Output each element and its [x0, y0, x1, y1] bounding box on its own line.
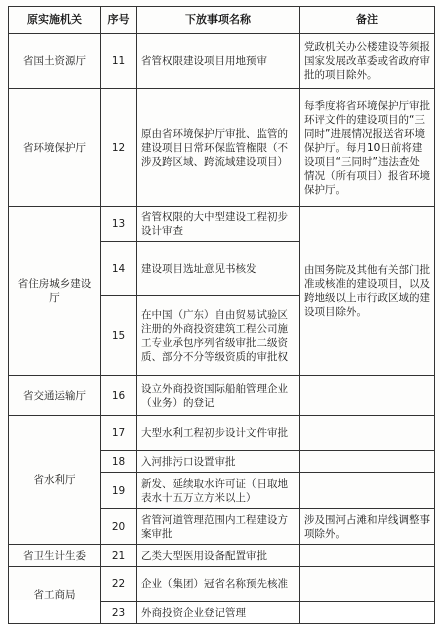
number-cell: 21: [101, 545, 137, 567]
header-number: 序号: [101, 7, 137, 34]
table-row: [9, 416, 435, 451]
number-cell: 14: [101, 242, 137, 296]
item-cell: 乙类大型医用设备配置审批: [137, 545, 300, 567]
number-cell: 16: [101, 376, 137, 416]
table-row: [9, 567, 435, 602]
header-note: 备注: [300, 7, 435, 34]
number-cell: 18: [101, 451, 137, 473]
number-cell: 20: [101, 509, 137, 545]
header-agency: 原实施机关: [9, 7, 101, 34]
agency-cell: 省交通运输厅: [9, 376, 101, 416]
table-header-row: [9, 7, 435, 34]
note-cell: [300, 602, 435, 624]
item-cell: 省管河道管理范围内工程建设方案审批: [137, 509, 300, 545]
number-cell: 13: [101, 207, 137, 242]
item-cell: 企业（集团）冠省名称预先核准: [137, 567, 300, 602]
table-row: [9, 34, 435, 89]
agency-cell: 省卫生计生委: [9, 545, 101, 567]
agency-cell: 省环境保护厅: [9, 89, 101, 207]
note-cell: 由国务院及其他有关部门批准或核准的建设项目，以及跨地级以上市行政区域的建设项目除外。: [300, 207, 435, 376]
agency-cell: 省工商局: [9, 567, 101, 624]
note-cell: [300, 376, 435, 416]
number-cell: 19: [101, 473, 137, 509]
item-cell: 在中国（广东）自由贸易试验区注册的外商投资建筑工程公司施工专业承包序列省级审批二级资质、部分不分等级资质的审批权: [137, 296, 300, 376]
table-row: [9, 89, 435, 207]
number-cell: 17: [101, 416, 137, 451]
item-cell: 原由省环境保护厅审批、监管的建设项目日常环保监管権限（不涉及跨区域、跨流域建设项目）: [137, 89, 300, 207]
agency-cell: 省住房城乡建设厅: [9, 207, 101, 376]
item-cell: 大型水利工程初步设计文件审批: [137, 416, 300, 451]
note-cell: 涉及围河占滩和岸线调整事项除外。: [300, 509, 435, 545]
table-row: [9, 376, 435, 416]
item-cell: 外商投资企业登记管理: [137, 602, 300, 624]
note-cell: [300, 416, 435, 451]
note-cell: [300, 567, 435, 602]
note-cell: [300, 473, 435, 509]
number-cell: 23: [101, 602, 137, 624]
item-cell: 建设项目选址意见书核发: [137, 242, 300, 296]
table-row: [9, 207, 435, 242]
item-cell: 省管权限的大中型建设工程初步设计审查: [137, 207, 300, 242]
number-cell: 22: [101, 567, 137, 602]
number-cell: 15: [101, 296, 137, 376]
note-cell: 党政机关办公楼建设等须报国家发展改革委或省政府审批的项目除外。: [300, 34, 435, 89]
number-cell: 11: [101, 34, 137, 89]
item-cell: 新发、延续取水许可证（日取地表水十五万立方米以上）: [137, 473, 300, 509]
item-cell: 省管权限建设项目用地预审: [137, 34, 300, 89]
header-item-name: 下放事项名称: [137, 7, 300, 34]
note-cell: [300, 545, 435, 567]
item-cell: 设立外商投资国际船舶管理企业（业务）的登记: [137, 376, 300, 416]
note-cell: 每季度将省环境保护厅审批环评文件的建设项目的“三同时”进展情况报送省环境保护厅。每月10日前将建设项目“三同时”违法查处情况（所有项目）报省环境保护厅。: [300, 89, 435, 207]
agency-cell: 省水利厅: [9, 416, 101, 545]
table-row: [9, 545, 435, 567]
number-cell: 12: [101, 89, 137, 207]
agency-cell: 省国土资源厅: [9, 34, 101, 89]
delegation-table: [8, 6, 435, 624]
note-cell: [300, 451, 435, 473]
item-cell: 入河排污口设置审批: [137, 451, 300, 473]
